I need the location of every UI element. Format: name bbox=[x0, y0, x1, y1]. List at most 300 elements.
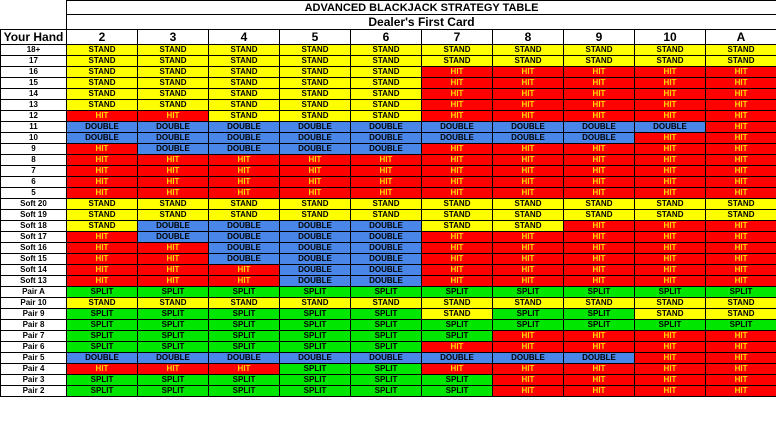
action-cell: DOUBLE bbox=[280, 353, 351, 364]
action-cell: SPLIT bbox=[351, 386, 422, 397]
action-cell: SPLIT bbox=[209, 342, 280, 353]
hand-label: Soft 14 bbox=[1, 265, 67, 276]
action-cell: HIT bbox=[635, 221, 706, 232]
action-cell: DOUBLE bbox=[422, 122, 493, 133]
action-cell: STAND bbox=[67, 45, 138, 56]
action-cell: SPLIT bbox=[351, 331, 422, 342]
action-cell: HIT bbox=[635, 177, 706, 188]
action-cell: HIT bbox=[706, 265, 776, 276]
hand-label: 12 bbox=[1, 111, 67, 122]
action-cell: DOUBLE bbox=[351, 254, 422, 265]
action-cell: HIT bbox=[706, 221, 776, 232]
action-cell: HIT bbox=[422, 144, 493, 155]
action-cell: SPLIT bbox=[209, 386, 280, 397]
action-cell: STAND bbox=[706, 298, 776, 309]
hand-label: Soft 16 bbox=[1, 243, 67, 254]
action-cell: HIT bbox=[138, 155, 209, 166]
action-cell: STAND bbox=[280, 78, 351, 89]
action-cell: STAND bbox=[67, 199, 138, 210]
dealer-card-header: 2 bbox=[67, 30, 138, 45]
action-cell: SPLIT bbox=[280, 331, 351, 342]
action-cell: HIT bbox=[706, 177, 776, 188]
action-cell: STAND bbox=[351, 210, 422, 221]
table-row bbox=[1, 188, 776, 199]
table-row bbox=[1, 254, 776, 265]
action-cell: STAND bbox=[493, 199, 564, 210]
action-cell: HIT bbox=[67, 243, 138, 254]
action-cell: STAND bbox=[564, 199, 635, 210]
action-cell: STAND bbox=[564, 210, 635, 221]
action-cell: DOUBLE bbox=[209, 122, 280, 133]
action-cell: HIT bbox=[635, 276, 706, 287]
action-cell: HIT bbox=[706, 353, 776, 364]
action-cell: STAND bbox=[280, 298, 351, 309]
hand-label: Soft 15 bbox=[1, 254, 67, 265]
hand-label: 17 bbox=[1, 56, 67, 67]
action-cell: STAND bbox=[422, 221, 493, 232]
action-cell: STAND bbox=[351, 45, 422, 56]
action-cell: HIT bbox=[706, 254, 776, 265]
action-cell: DOUBLE bbox=[493, 353, 564, 364]
action-cell: HIT bbox=[138, 364, 209, 375]
action-cell: STAND bbox=[280, 111, 351, 122]
hand-label: 8 bbox=[1, 155, 67, 166]
action-cell: DOUBLE bbox=[280, 276, 351, 287]
action-cell: SPLIT bbox=[209, 309, 280, 320]
action-cell: STAND bbox=[351, 89, 422, 100]
action-cell: HIT bbox=[564, 243, 635, 254]
action-cell: HIT bbox=[422, 155, 493, 166]
action-cell: STAND bbox=[138, 78, 209, 89]
action-cell: SPLIT bbox=[67, 331, 138, 342]
dealer-card-header: 10 bbox=[635, 30, 706, 45]
action-cell: SPLIT bbox=[67, 287, 138, 298]
action-cell: HIT bbox=[67, 155, 138, 166]
action-cell: DOUBLE bbox=[351, 122, 422, 133]
action-cell: STAND bbox=[564, 298, 635, 309]
action-cell: STAND bbox=[706, 45, 776, 56]
action-cell: DOUBLE bbox=[280, 221, 351, 232]
hand-label: 15 bbox=[1, 78, 67, 89]
action-cell: STAND bbox=[351, 100, 422, 111]
action-cell: HIT bbox=[138, 188, 209, 199]
action-cell: STAND bbox=[138, 45, 209, 56]
action-cell: SPLIT bbox=[67, 309, 138, 320]
table-row bbox=[1, 67, 776, 78]
action-cell: HIT bbox=[67, 188, 138, 199]
action-cell: DOUBLE bbox=[564, 122, 635, 133]
action-cell: HIT bbox=[564, 89, 635, 100]
action-cell: DOUBLE bbox=[280, 122, 351, 133]
action-cell: HIT bbox=[564, 111, 635, 122]
action-cell: STAND bbox=[635, 56, 706, 67]
table-row bbox=[1, 287, 776, 298]
action-cell: STAND bbox=[209, 210, 280, 221]
action-cell: STAND bbox=[635, 309, 706, 320]
action-cell: HIT bbox=[564, 331, 635, 342]
table-row bbox=[1, 111, 776, 122]
table-row bbox=[1, 210, 776, 221]
action-cell: STAND bbox=[209, 89, 280, 100]
action-cell: STAND bbox=[138, 298, 209, 309]
action-cell: HIT bbox=[422, 100, 493, 111]
action-cell: SPLIT bbox=[209, 331, 280, 342]
action-cell: HIT bbox=[635, 353, 706, 364]
action-cell: HIT bbox=[493, 166, 564, 177]
action-cell: HIT bbox=[209, 265, 280, 276]
action-cell: HIT bbox=[564, 364, 635, 375]
action-cell: HIT bbox=[564, 232, 635, 243]
action-cell: STAND bbox=[422, 210, 493, 221]
action-cell: HIT bbox=[67, 276, 138, 287]
action-cell: HIT bbox=[706, 276, 776, 287]
action-cell: HIT bbox=[493, 331, 564, 342]
action-cell: HIT bbox=[209, 364, 280, 375]
hand-label: Soft 13 bbox=[1, 276, 67, 287]
action-cell: STAND bbox=[422, 309, 493, 320]
action-cell: SPLIT bbox=[706, 287, 776, 298]
action-cell: HIT bbox=[564, 342, 635, 353]
dealer-card-header: 3 bbox=[138, 30, 209, 45]
action-cell: STAND bbox=[138, 100, 209, 111]
action-cell: HIT bbox=[422, 364, 493, 375]
action-cell: HIT bbox=[706, 342, 776, 353]
action-cell: HIT bbox=[67, 144, 138, 155]
action-cell: HIT bbox=[635, 331, 706, 342]
table-row bbox=[1, 309, 776, 320]
action-cell: HIT bbox=[493, 243, 564, 254]
action-cell: DOUBLE bbox=[351, 276, 422, 287]
table-title: ADVANCED BLACKJACK STRATEGY TABLE bbox=[67, 1, 776, 15]
dealer-card-header: 5 bbox=[280, 30, 351, 45]
action-cell: STAND bbox=[635, 210, 706, 221]
action-cell: SPLIT bbox=[564, 320, 635, 331]
table-row bbox=[1, 386, 776, 397]
action-cell: SPLIT bbox=[351, 375, 422, 386]
action-cell: HIT bbox=[706, 122, 776, 133]
action-cell: HIT bbox=[493, 342, 564, 353]
action-cell: STAND bbox=[280, 56, 351, 67]
action-cell: SPLIT bbox=[209, 287, 280, 298]
table-row bbox=[1, 155, 776, 166]
table-row bbox=[1, 375, 776, 386]
table-row bbox=[1, 89, 776, 100]
action-cell: HIT bbox=[422, 342, 493, 353]
hand-header: Your Hand bbox=[1, 30, 67, 45]
action-cell: HIT bbox=[564, 221, 635, 232]
action-cell: HIT bbox=[280, 188, 351, 199]
action-cell: HIT bbox=[209, 177, 280, 188]
action-cell: HIT bbox=[67, 111, 138, 122]
action-cell: HIT bbox=[493, 89, 564, 100]
action-cell: HIT bbox=[67, 265, 138, 276]
hand-label: 13 bbox=[1, 100, 67, 111]
action-cell: HIT bbox=[635, 254, 706, 265]
table-row bbox=[1, 56, 776, 67]
action-cell: HIT bbox=[706, 89, 776, 100]
action-cell: SPLIT bbox=[351, 309, 422, 320]
action-cell: HIT bbox=[564, 254, 635, 265]
action-cell: HIT bbox=[564, 276, 635, 287]
action-cell: STAND bbox=[493, 56, 564, 67]
action-cell: HIT bbox=[422, 243, 493, 254]
action-cell: STAND bbox=[209, 111, 280, 122]
action-cell: SPLIT bbox=[280, 386, 351, 397]
action-cell: HIT bbox=[422, 276, 493, 287]
action-cell: DOUBLE bbox=[280, 144, 351, 155]
action-cell: HIT bbox=[706, 375, 776, 386]
action-cell: HIT bbox=[706, 364, 776, 375]
action-cell: HIT bbox=[493, 144, 564, 155]
action-cell: DOUBLE bbox=[209, 254, 280, 265]
action-cell: STAND bbox=[280, 100, 351, 111]
action-cell: SPLIT bbox=[493, 287, 564, 298]
action-cell: HIT bbox=[635, 78, 706, 89]
action-cell: STAND bbox=[493, 210, 564, 221]
action-cell: DOUBLE bbox=[351, 144, 422, 155]
action-cell: DOUBLE bbox=[209, 221, 280, 232]
action-cell: STAND bbox=[138, 210, 209, 221]
action-cell: HIT bbox=[138, 254, 209, 265]
hand-label: 5 bbox=[1, 188, 67, 199]
action-cell: SPLIT bbox=[635, 287, 706, 298]
action-cell: SPLIT bbox=[67, 386, 138, 397]
action-cell: SPLIT bbox=[422, 386, 493, 397]
action-cell: DOUBLE bbox=[67, 122, 138, 133]
action-cell: HIT bbox=[67, 166, 138, 177]
action-cell: HIT bbox=[422, 188, 493, 199]
table-row bbox=[1, 232, 776, 243]
action-cell: SPLIT bbox=[422, 375, 493, 386]
action-cell: HIT bbox=[635, 232, 706, 243]
action-cell: DOUBLE bbox=[635, 122, 706, 133]
action-cell: HIT bbox=[635, 144, 706, 155]
action-cell: SPLIT bbox=[493, 320, 564, 331]
hand-label: Pair 6 bbox=[1, 342, 67, 353]
action-cell: DOUBLE bbox=[280, 265, 351, 276]
action-cell: HIT bbox=[706, 67, 776, 78]
action-cell: STAND bbox=[67, 221, 138, 232]
table-row bbox=[1, 78, 776, 89]
action-cell: HIT bbox=[493, 265, 564, 276]
action-cell: DOUBLE bbox=[138, 122, 209, 133]
action-cell: STAND bbox=[67, 78, 138, 89]
action-cell: SPLIT bbox=[138, 320, 209, 331]
action-cell: HIT bbox=[706, 386, 776, 397]
action-cell: HIT bbox=[280, 177, 351, 188]
header-row bbox=[1, 30, 776, 45]
table-row bbox=[1, 122, 776, 133]
action-cell: STAND bbox=[422, 56, 493, 67]
dealer-card-header: 4 bbox=[209, 30, 280, 45]
action-cell: HIT bbox=[280, 166, 351, 177]
action-cell: HIT bbox=[493, 111, 564, 122]
action-cell: DOUBLE bbox=[422, 353, 493, 364]
hand-label: 14 bbox=[1, 89, 67, 100]
action-cell: STAND bbox=[209, 100, 280, 111]
action-cell: SPLIT bbox=[351, 342, 422, 353]
action-cell: HIT bbox=[493, 276, 564, 287]
action-cell: HIT bbox=[422, 254, 493, 265]
action-cell: HIT bbox=[706, 232, 776, 243]
action-cell: STAND bbox=[351, 199, 422, 210]
action-cell: DOUBLE bbox=[351, 353, 422, 364]
action-cell: SPLIT bbox=[635, 320, 706, 331]
action-cell: HIT bbox=[493, 177, 564, 188]
action-cell: HIT bbox=[493, 375, 564, 386]
hand-label: 9 bbox=[1, 144, 67, 155]
action-cell: DOUBLE bbox=[138, 144, 209, 155]
action-cell: STAND bbox=[422, 199, 493, 210]
table-subtitle: Dealer's First Card bbox=[67, 15, 776, 30]
action-cell: HIT bbox=[493, 67, 564, 78]
action-cell: STAND bbox=[67, 298, 138, 309]
action-cell: DOUBLE bbox=[67, 133, 138, 144]
dealer-card-header: 8 bbox=[493, 30, 564, 45]
action-cell: STAND bbox=[706, 56, 776, 67]
action-cell: HIT bbox=[138, 177, 209, 188]
table-row bbox=[1, 166, 776, 177]
action-cell: SPLIT bbox=[706, 320, 776, 331]
action-cell: HIT bbox=[706, 111, 776, 122]
action-cell: STAND bbox=[706, 309, 776, 320]
action-cell: HIT bbox=[422, 78, 493, 89]
action-cell: STAND bbox=[67, 210, 138, 221]
action-cell: DOUBLE bbox=[209, 243, 280, 254]
table-row bbox=[1, 144, 776, 155]
hand-label: Pair 3 bbox=[1, 375, 67, 386]
table-row bbox=[1, 276, 776, 287]
action-cell: SPLIT bbox=[138, 375, 209, 386]
action-cell: STAND bbox=[422, 298, 493, 309]
dealer-card-header: 7 bbox=[422, 30, 493, 45]
action-cell: STAND bbox=[351, 298, 422, 309]
action-cell: SPLIT bbox=[67, 320, 138, 331]
hand-label: Pair 8 bbox=[1, 320, 67, 331]
action-cell: STAND bbox=[280, 45, 351, 56]
action-cell: STAND bbox=[209, 298, 280, 309]
table-row bbox=[1, 45, 776, 56]
action-cell: HIT bbox=[564, 386, 635, 397]
action-cell: HIT bbox=[706, 133, 776, 144]
action-cell: STAND bbox=[138, 67, 209, 78]
action-cell: STAND bbox=[67, 89, 138, 100]
action-cell: STAND bbox=[209, 199, 280, 210]
action-cell: HIT bbox=[635, 111, 706, 122]
action-cell: STAND bbox=[635, 298, 706, 309]
action-cell: HIT bbox=[422, 265, 493, 276]
action-cell: STAND bbox=[138, 56, 209, 67]
action-cell: DOUBLE bbox=[138, 353, 209, 364]
action-cell: HIT bbox=[635, 265, 706, 276]
dealer-card-header: 9 bbox=[564, 30, 635, 45]
action-cell: HIT bbox=[493, 364, 564, 375]
action-cell: HIT bbox=[67, 364, 138, 375]
action-cell: DOUBLE bbox=[351, 133, 422, 144]
action-cell: SPLIT bbox=[209, 320, 280, 331]
action-cell: SPLIT bbox=[138, 309, 209, 320]
action-cell: SPLIT bbox=[138, 386, 209, 397]
action-cell: STAND bbox=[422, 45, 493, 56]
hand-label: 7 bbox=[1, 166, 67, 177]
action-cell: HIT bbox=[564, 67, 635, 78]
action-cell: DOUBLE bbox=[422, 133, 493, 144]
action-cell: HIT bbox=[209, 276, 280, 287]
action-cell: HIT bbox=[706, 144, 776, 155]
action-cell: HIT bbox=[564, 100, 635, 111]
action-cell: STAND bbox=[351, 67, 422, 78]
action-cell: DOUBLE bbox=[209, 144, 280, 155]
action-cell: HIT bbox=[564, 375, 635, 386]
action-cell: HIT bbox=[138, 243, 209, 254]
dealer-card-header: A bbox=[706, 30, 776, 45]
action-cell: DOUBLE bbox=[280, 232, 351, 243]
table-row bbox=[1, 331, 776, 342]
hand-label: Pair 10 bbox=[1, 298, 67, 309]
action-cell: HIT bbox=[138, 166, 209, 177]
table-corner bbox=[1, 1, 67, 30]
table-row bbox=[1, 133, 776, 144]
action-cell: HIT bbox=[635, 243, 706, 254]
action-cell: STAND bbox=[67, 100, 138, 111]
action-cell: HIT bbox=[706, 243, 776, 254]
action-cell: STAND bbox=[351, 111, 422, 122]
action-cell: HIT bbox=[493, 188, 564, 199]
table-row bbox=[1, 243, 776, 254]
action-cell: HIT bbox=[706, 100, 776, 111]
action-cell: DOUBLE bbox=[564, 133, 635, 144]
action-cell: DOUBLE bbox=[138, 232, 209, 243]
action-cell: DOUBLE bbox=[351, 243, 422, 254]
action-cell: HIT bbox=[706, 155, 776, 166]
action-cell: DOUBLE bbox=[564, 353, 635, 364]
action-cell: DOUBLE bbox=[209, 133, 280, 144]
action-cell: HIT bbox=[493, 78, 564, 89]
action-cell: DOUBLE bbox=[280, 243, 351, 254]
action-cell: DOUBLE bbox=[138, 221, 209, 232]
hand-label: Pair 4 bbox=[1, 364, 67, 375]
action-cell: SPLIT bbox=[67, 375, 138, 386]
action-cell: SPLIT bbox=[422, 320, 493, 331]
action-cell: HIT bbox=[706, 78, 776, 89]
action-cell: HIT bbox=[422, 232, 493, 243]
action-cell: HIT bbox=[422, 166, 493, 177]
action-cell: HIT bbox=[67, 254, 138, 265]
action-cell: STAND bbox=[493, 298, 564, 309]
action-cell: SPLIT bbox=[422, 287, 493, 298]
hand-label: Soft 20 bbox=[1, 199, 67, 210]
action-cell: SPLIT bbox=[351, 287, 422, 298]
action-cell: HIT bbox=[635, 375, 706, 386]
hand-label: 16 bbox=[1, 67, 67, 78]
action-cell: HIT bbox=[351, 177, 422, 188]
action-cell: SPLIT bbox=[280, 342, 351, 353]
action-cell: STAND bbox=[280, 210, 351, 221]
action-cell: SPLIT bbox=[138, 331, 209, 342]
action-cell: SPLIT bbox=[351, 320, 422, 331]
action-cell: SPLIT bbox=[564, 287, 635, 298]
action-cell: HIT bbox=[493, 254, 564, 265]
action-cell: SPLIT bbox=[280, 309, 351, 320]
action-cell: STAND bbox=[209, 78, 280, 89]
hand-label: 10 bbox=[1, 133, 67, 144]
action-cell: HIT bbox=[422, 89, 493, 100]
action-cell: HIT bbox=[564, 188, 635, 199]
table-row bbox=[1, 320, 776, 331]
action-cell: HIT bbox=[493, 232, 564, 243]
action-cell: HIT bbox=[564, 155, 635, 166]
action-cell: DOUBLE bbox=[67, 353, 138, 364]
